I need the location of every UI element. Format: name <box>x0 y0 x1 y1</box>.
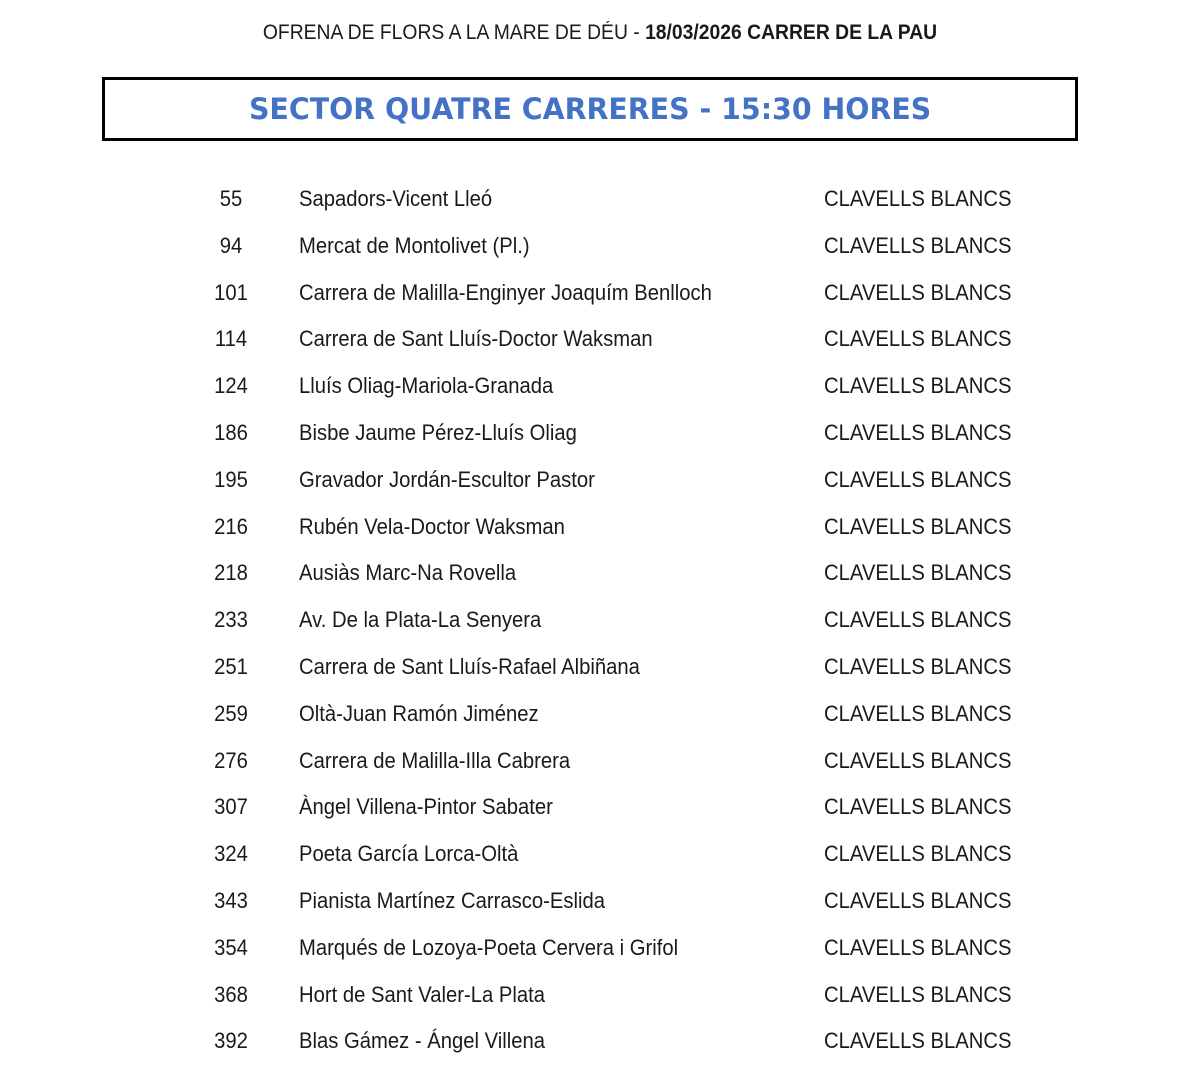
list-item <box>0 831 1200 878</box>
falla-number: 343 <box>214 887 248 913</box>
list-item <box>0 316 1200 363</box>
falla-name: Poeta García Lorca-Oltà <box>299 841 519 867</box>
falla-number: 368 <box>214 981 248 1007</box>
flower-type: CLAVELLS BLANCS <box>824 513 1012 539</box>
flower-type: CLAVELLS BLANCS <box>824 887 1012 913</box>
falla-name: Carrera de Sant Lluís-Doctor Waksman <box>299 326 653 352</box>
falla-name: Ausiàs Marc-Na Rovella <box>299 560 517 586</box>
list-item <box>0 597 1200 644</box>
falla-number: 186 <box>214 419 248 445</box>
flower-type: CLAVELLS BLANCS <box>824 653 1012 679</box>
falla-name: Hort de Sant Valer-La Plata <box>299 981 546 1007</box>
falla-name: Carrera de Sant Lluís-Rafael Albiñana <box>299 653 640 679</box>
flower-type: CLAVELLS BLANCS <box>824 934 1012 960</box>
falla-name: Lluís Oliag-Mariola-Granada <box>299 373 554 399</box>
flower-type: CLAVELLS BLANCS <box>824 607 1012 633</box>
list-item <box>0 972 1200 1019</box>
falla-name: Rubén Vela-Doctor Waksman <box>299 513 565 539</box>
falla-name: Blas Gámez - Ángel Villena <box>299 1028 546 1054</box>
flower-type: CLAVELLS BLANCS <box>824 841 1012 867</box>
flower-type: CLAVELLS BLANCS <box>824 279 1012 305</box>
falla-number: 259 <box>214 700 248 726</box>
falla-name: Gravador Jordán-Escultor Pastor <box>299 466 595 492</box>
falla-number: 324 <box>214 841 248 867</box>
falla-name: Pianista Martínez Carrasco-Eslida <box>299 887 605 913</box>
falla-name: Mercat de Montolivet (Pl.) <box>299 232 530 258</box>
flower-type: CLAVELLS BLANCS <box>824 794 1012 820</box>
list-item <box>0 784 1200 831</box>
falla-number: 354 <box>214 934 248 960</box>
list-item <box>0 270 1200 317</box>
flower-type: CLAVELLS BLANCS <box>824 326 1012 352</box>
list-item <box>0 363 1200 410</box>
list-item <box>0 691 1200 738</box>
list-item <box>0 410 1200 457</box>
list-item <box>0 1018 1200 1065</box>
flower-type: CLAVELLS BLANCS <box>824 700 1012 726</box>
falla-number: 216 <box>214 513 248 539</box>
sector-title: SECTOR QUATRE CARRERES - 15:30 HORES <box>248 92 932 126</box>
event-title: OFRENA DE FLORS A LA MARE DE DÉU - <box>262 21 646 44</box>
falla-name: Marqués de Lozoya-Poeta Cervera i Grifol <box>299 934 679 960</box>
flower-type: CLAVELLS BLANCS <box>824 466 1012 492</box>
list-item <box>0 504 1200 551</box>
falla-number: 55 <box>219 186 243 211</box>
falla-number: 276 <box>214 747 248 773</box>
flower-type: CLAVELLS BLANCS <box>824 747 1012 773</box>
falla-number: 218 <box>214 560 248 586</box>
falla-number: 233 <box>214 607 248 633</box>
falla-list <box>0 176 1200 1065</box>
falla-name: Av. De la Plata-La Senyera <box>299 607 542 633</box>
flower-type: CLAVELLS BLANCS <box>824 186 1012 211</box>
falla-number: 392 <box>214 1028 248 1054</box>
flower-type: CLAVELLS BLANCS <box>824 373 1012 399</box>
flower-type: CLAVELLS BLANCS <box>824 560 1012 586</box>
flower-type: CLAVELLS BLANCS <box>824 419 1012 445</box>
list-item <box>0 223 1200 270</box>
falla-name: Oltà-Juan Ramón Jiménez <box>299 700 539 726</box>
falla-name: Carrera de Malilla-Illa Cabrera <box>299 747 571 773</box>
flower-type: CLAVELLS BLANCS <box>824 981 1012 1007</box>
falla-number: 101 <box>214 279 248 305</box>
list-item <box>0 550 1200 597</box>
falla-number: 114 <box>214 326 248 352</box>
list-item <box>0 176 1200 223</box>
list-item <box>0 738 1200 785</box>
event-date-place: 18/03/2026 CARRER DE LA PAU <box>645 21 938 44</box>
falla-name: Sapadors-Vicent Lleó <box>299 186 493 211</box>
document-header <box>48 18 1152 48</box>
falla-name: Carrera de Malilla-Enginyer Joaquím Benlloch <box>299 279 712 305</box>
falla-number: 307 <box>214 794 248 820</box>
list-item <box>0 878 1200 925</box>
falla-number: 124 <box>214 373 248 399</box>
list-item <box>0 925 1200 972</box>
falla-number: 251 <box>214 653 248 679</box>
falla-number: 195 <box>214 466 248 492</box>
flower-type: CLAVELLS BLANCS <box>824 232 1012 258</box>
falla-name: Bisbe Jaume Pérez-Lluís Oliag <box>299 419 577 445</box>
sector-title-box <box>102 77 1078 141</box>
list-item <box>0 457 1200 504</box>
falla-number: 94 <box>219 232 243 258</box>
falla-name: Àngel Villena-Pintor Sabater <box>299 794 553 820</box>
flower-type: CLAVELLS BLANCS <box>824 1028 1012 1054</box>
list-item <box>0 644 1200 691</box>
